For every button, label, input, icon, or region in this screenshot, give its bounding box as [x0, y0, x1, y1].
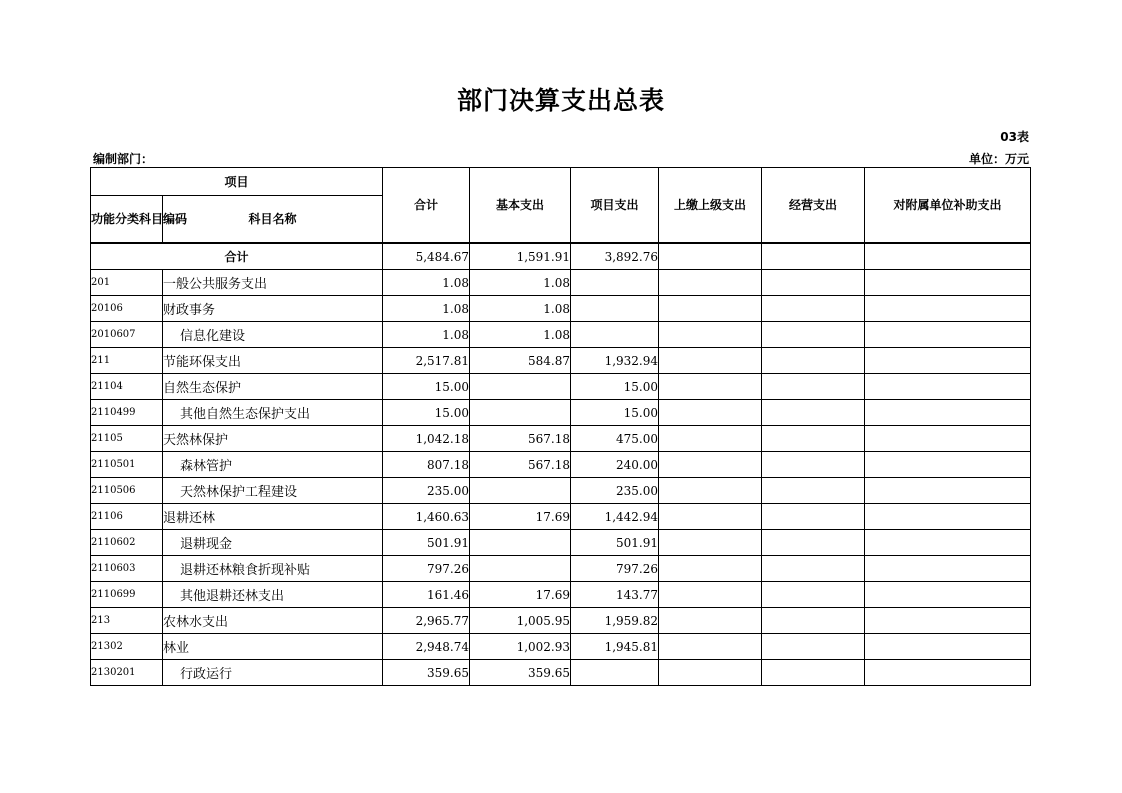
- cell-upper: [659, 634, 762, 660]
- cell-subsidy: [865, 634, 1031, 660]
- unit-label: 单位：万元: [968, 152, 1029, 166]
- cell-total: 1,460.63: [383, 504, 470, 530]
- cell-upper: [659, 426, 762, 452]
- cell-basic: 567.18: [470, 452, 571, 478]
- total-label: 合计: [91, 243, 383, 270]
- header-upper: 上缴上级支出: [659, 168, 762, 244]
- cell-basic: 359.65: [470, 660, 571, 686]
- cell-name: 行政运行: [163, 660, 383, 686]
- cell-total: 807.18: [383, 452, 470, 478]
- cell-project: 1,945.81: [571, 634, 659, 660]
- cell-subsidy: [865, 504, 1031, 530]
- cell-project: 235.00: [571, 478, 659, 504]
- cell-business: [762, 608, 865, 634]
- cell-basic: [470, 478, 571, 504]
- cell-total: 15.00: [383, 400, 470, 426]
- cell-project: 1,932.94: [571, 348, 659, 374]
- cell-project: [571, 296, 659, 322]
- header-func-code: 功能分类科目编码: [91, 196, 163, 244]
- cell-code: 2110499: [91, 400, 163, 426]
- table-row: [91, 556, 1031, 582]
- cell-business: [762, 270, 865, 296]
- table-row: [91, 452, 1031, 478]
- cell-name: 节能环保支出: [163, 348, 383, 374]
- cell-business: [762, 374, 865, 400]
- cell-total: 1.08: [383, 296, 470, 322]
- cell-subsidy: [865, 452, 1031, 478]
- expenditure-summary-table: [90, 167, 1031, 686]
- cell-business: [762, 322, 865, 348]
- cell-project: 475.00: [571, 426, 659, 452]
- table-row: [91, 530, 1031, 556]
- cell-basic: [470, 530, 571, 556]
- cell-basic: 567.18: [470, 426, 571, 452]
- header-basic: 基本支出: [470, 168, 571, 244]
- total-cell-business: [762, 243, 865, 270]
- cell-name: 一般公共服务支出: [163, 270, 383, 296]
- cell-name: 农林水支出: [163, 608, 383, 634]
- cell-subsidy: [865, 348, 1031, 374]
- cell-upper: [659, 608, 762, 634]
- cell-code: 201: [91, 270, 163, 296]
- cell-name: 信息化建设: [163, 322, 383, 348]
- cell-subsidy: [865, 322, 1031, 348]
- cell-project: 1,442.94: [571, 504, 659, 530]
- header-business: 经营支出: [762, 168, 865, 244]
- cell-project: 797.26: [571, 556, 659, 582]
- cell-code: 2110506: [91, 478, 163, 504]
- cell-total: 797.26: [383, 556, 470, 582]
- department-label: 编制部门：: [93, 152, 154, 166]
- cell-name: 天然林保护工程建设: [163, 478, 383, 504]
- cell-basic: 17.69: [470, 504, 571, 530]
- header-project: 项目支出: [571, 168, 659, 244]
- cell-business: [762, 582, 865, 608]
- cell-basic: [470, 374, 571, 400]
- cell-code: 2110699: [91, 582, 163, 608]
- cell-upper: [659, 400, 762, 426]
- cell-total: 501.91: [383, 530, 470, 556]
- cell-total: 2,948.74: [383, 634, 470, 660]
- cell-total: 161.46: [383, 582, 470, 608]
- cell-upper: [659, 556, 762, 582]
- cell-total: 1,042.18: [383, 426, 470, 452]
- cell-basic: 1.08: [470, 296, 571, 322]
- cell-code: 21105: [91, 426, 163, 452]
- cell-basic: [470, 556, 571, 582]
- cell-upper: [659, 530, 762, 556]
- cell-name: 其他自然生态保护支出: [163, 400, 383, 426]
- cell-upper: [659, 660, 762, 686]
- table-row: [91, 478, 1031, 504]
- cell-business: [762, 348, 865, 374]
- cell-name: 退耕还林: [163, 504, 383, 530]
- cell-subsidy: [865, 478, 1031, 504]
- cell-name: 森林管护: [163, 452, 383, 478]
- cell-basic: [470, 400, 571, 426]
- total-row: [91, 243, 1031, 270]
- cell-name: 林业: [163, 634, 383, 660]
- header-subject-name: 科目名称: [163, 196, 383, 244]
- cell-basic: 1.08: [470, 322, 571, 348]
- cell-business: [762, 530, 865, 556]
- cell-business: [762, 660, 865, 686]
- cell-name: 天然林保护: [163, 426, 383, 452]
- form-number: 03表: [1000, 130, 1029, 144]
- cell-upper: [659, 582, 762, 608]
- cell-subsidy: [865, 296, 1031, 322]
- cell-business: [762, 452, 865, 478]
- cell-name: 自然生态保护: [163, 374, 383, 400]
- cell-code: 20106: [91, 296, 163, 322]
- cell-business: [762, 426, 865, 452]
- cell-name: 财政事务: [163, 296, 383, 322]
- cell-subsidy: [865, 608, 1031, 634]
- cell-upper: [659, 504, 762, 530]
- cell-total: 1.08: [383, 322, 470, 348]
- cell-name: 其他退耕还林支出: [163, 582, 383, 608]
- cell-code: 21302: [91, 634, 163, 660]
- cell-basic: 1,002.93: [470, 634, 571, 660]
- cell-code: 211: [91, 348, 163, 374]
- table-row: [91, 634, 1031, 660]
- total-cell-subsidy: [865, 243, 1031, 270]
- cell-project: [571, 322, 659, 348]
- cell-project: 240.00: [571, 452, 659, 478]
- cell-name: 退耕还林粮食折现补贴: [163, 556, 383, 582]
- cell-basic: 1.08: [470, 270, 571, 296]
- cell-upper: [659, 374, 762, 400]
- table-row: [91, 504, 1031, 530]
- cell-upper: [659, 296, 762, 322]
- table-row: [91, 270, 1031, 296]
- cell-basic: 1,005.95: [470, 608, 571, 634]
- header-total: 合计: [383, 168, 470, 244]
- header-subsidy: 对附属单位补助支出: [865, 168, 1031, 244]
- cell-code: 213: [91, 608, 163, 634]
- cell-subsidy: [865, 400, 1031, 426]
- cell-upper: [659, 478, 762, 504]
- table-row: [91, 608, 1031, 634]
- table-row: [91, 322, 1031, 348]
- cell-total: 359.65: [383, 660, 470, 686]
- cell-subsidy: [865, 270, 1031, 296]
- cell-subsidy: [865, 530, 1031, 556]
- total-cell-basic: 1,591.91: [470, 243, 571, 270]
- cell-upper: [659, 270, 762, 296]
- cell-name: 退耕现金: [163, 530, 383, 556]
- page-title: 部门决算支出总表: [456, 86, 665, 115]
- cell-project: 501.91: [571, 530, 659, 556]
- cell-project: [571, 660, 659, 686]
- cell-upper: [659, 348, 762, 374]
- cell-code: 21106: [91, 504, 163, 530]
- cell-business: [762, 504, 865, 530]
- cell-project: 143.77: [571, 582, 659, 608]
- total-cell-total: 5,484.67: [383, 243, 470, 270]
- cell-code: 2110602: [91, 530, 163, 556]
- table-row: [91, 400, 1031, 426]
- cell-subsidy: [865, 374, 1031, 400]
- cell-subsidy: [865, 556, 1031, 582]
- cell-business: [762, 556, 865, 582]
- cell-upper: [659, 322, 762, 348]
- header-item: 项目: [91, 168, 383, 196]
- cell-total: 15.00: [383, 374, 470, 400]
- cell-basic: 17.69: [470, 582, 571, 608]
- cell-project: [571, 270, 659, 296]
- cell-project: 1,959.82: [571, 608, 659, 634]
- cell-upper: [659, 452, 762, 478]
- cell-code: 2010607: [91, 322, 163, 348]
- table-row: [91, 426, 1031, 452]
- total-cell-project: 3,892.76: [571, 243, 659, 270]
- cell-total: 1.08: [383, 270, 470, 296]
- cell-project: 15.00: [571, 374, 659, 400]
- cell-business: [762, 296, 865, 322]
- cell-code: 2110603: [91, 556, 163, 582]
- table-row: [91, 348, 1031, 374]
- cell-code: 2130201: [91, 660, 163, 686]
- cell-code: 21104: [91, 374, 163, 400]
- cell-code: 2110501: [91, 452, 163, 478]
- cell-business: [762, 400, 865, 426]
- cell-subsidy: [865, 426, 1031, 452]
- total-cell-upper: [659, 243, 762, 270]
- table-row: [91, 582, 1031, 608]
- cell-subsidy: [865, 582, 1031, 608]
- table-row: [91, 660, 1031, 686]
- table-body: [91, 243, 1031, 686]
- cell-business: [762, 478, 865, 504]
- cell-business: [762, 634, 865, 660]
- table-row: [91, 296, 1031, 322]
- cell-total: 2,965.77: [383, 608, 470, 634]
- cell-subsidy: [865, 660, 1031, 686]
- cell-project: 15.00: [571, 400, 659, 426]
- cell-total: 2,517.81: [383, 348, 470, 374]
- table-row: [91, 374, 1031, 400]
- cell-basic: 584.87: [470, 348, 571, 374]
- cell-total: 235.00: [383, 478, 470, 504]
